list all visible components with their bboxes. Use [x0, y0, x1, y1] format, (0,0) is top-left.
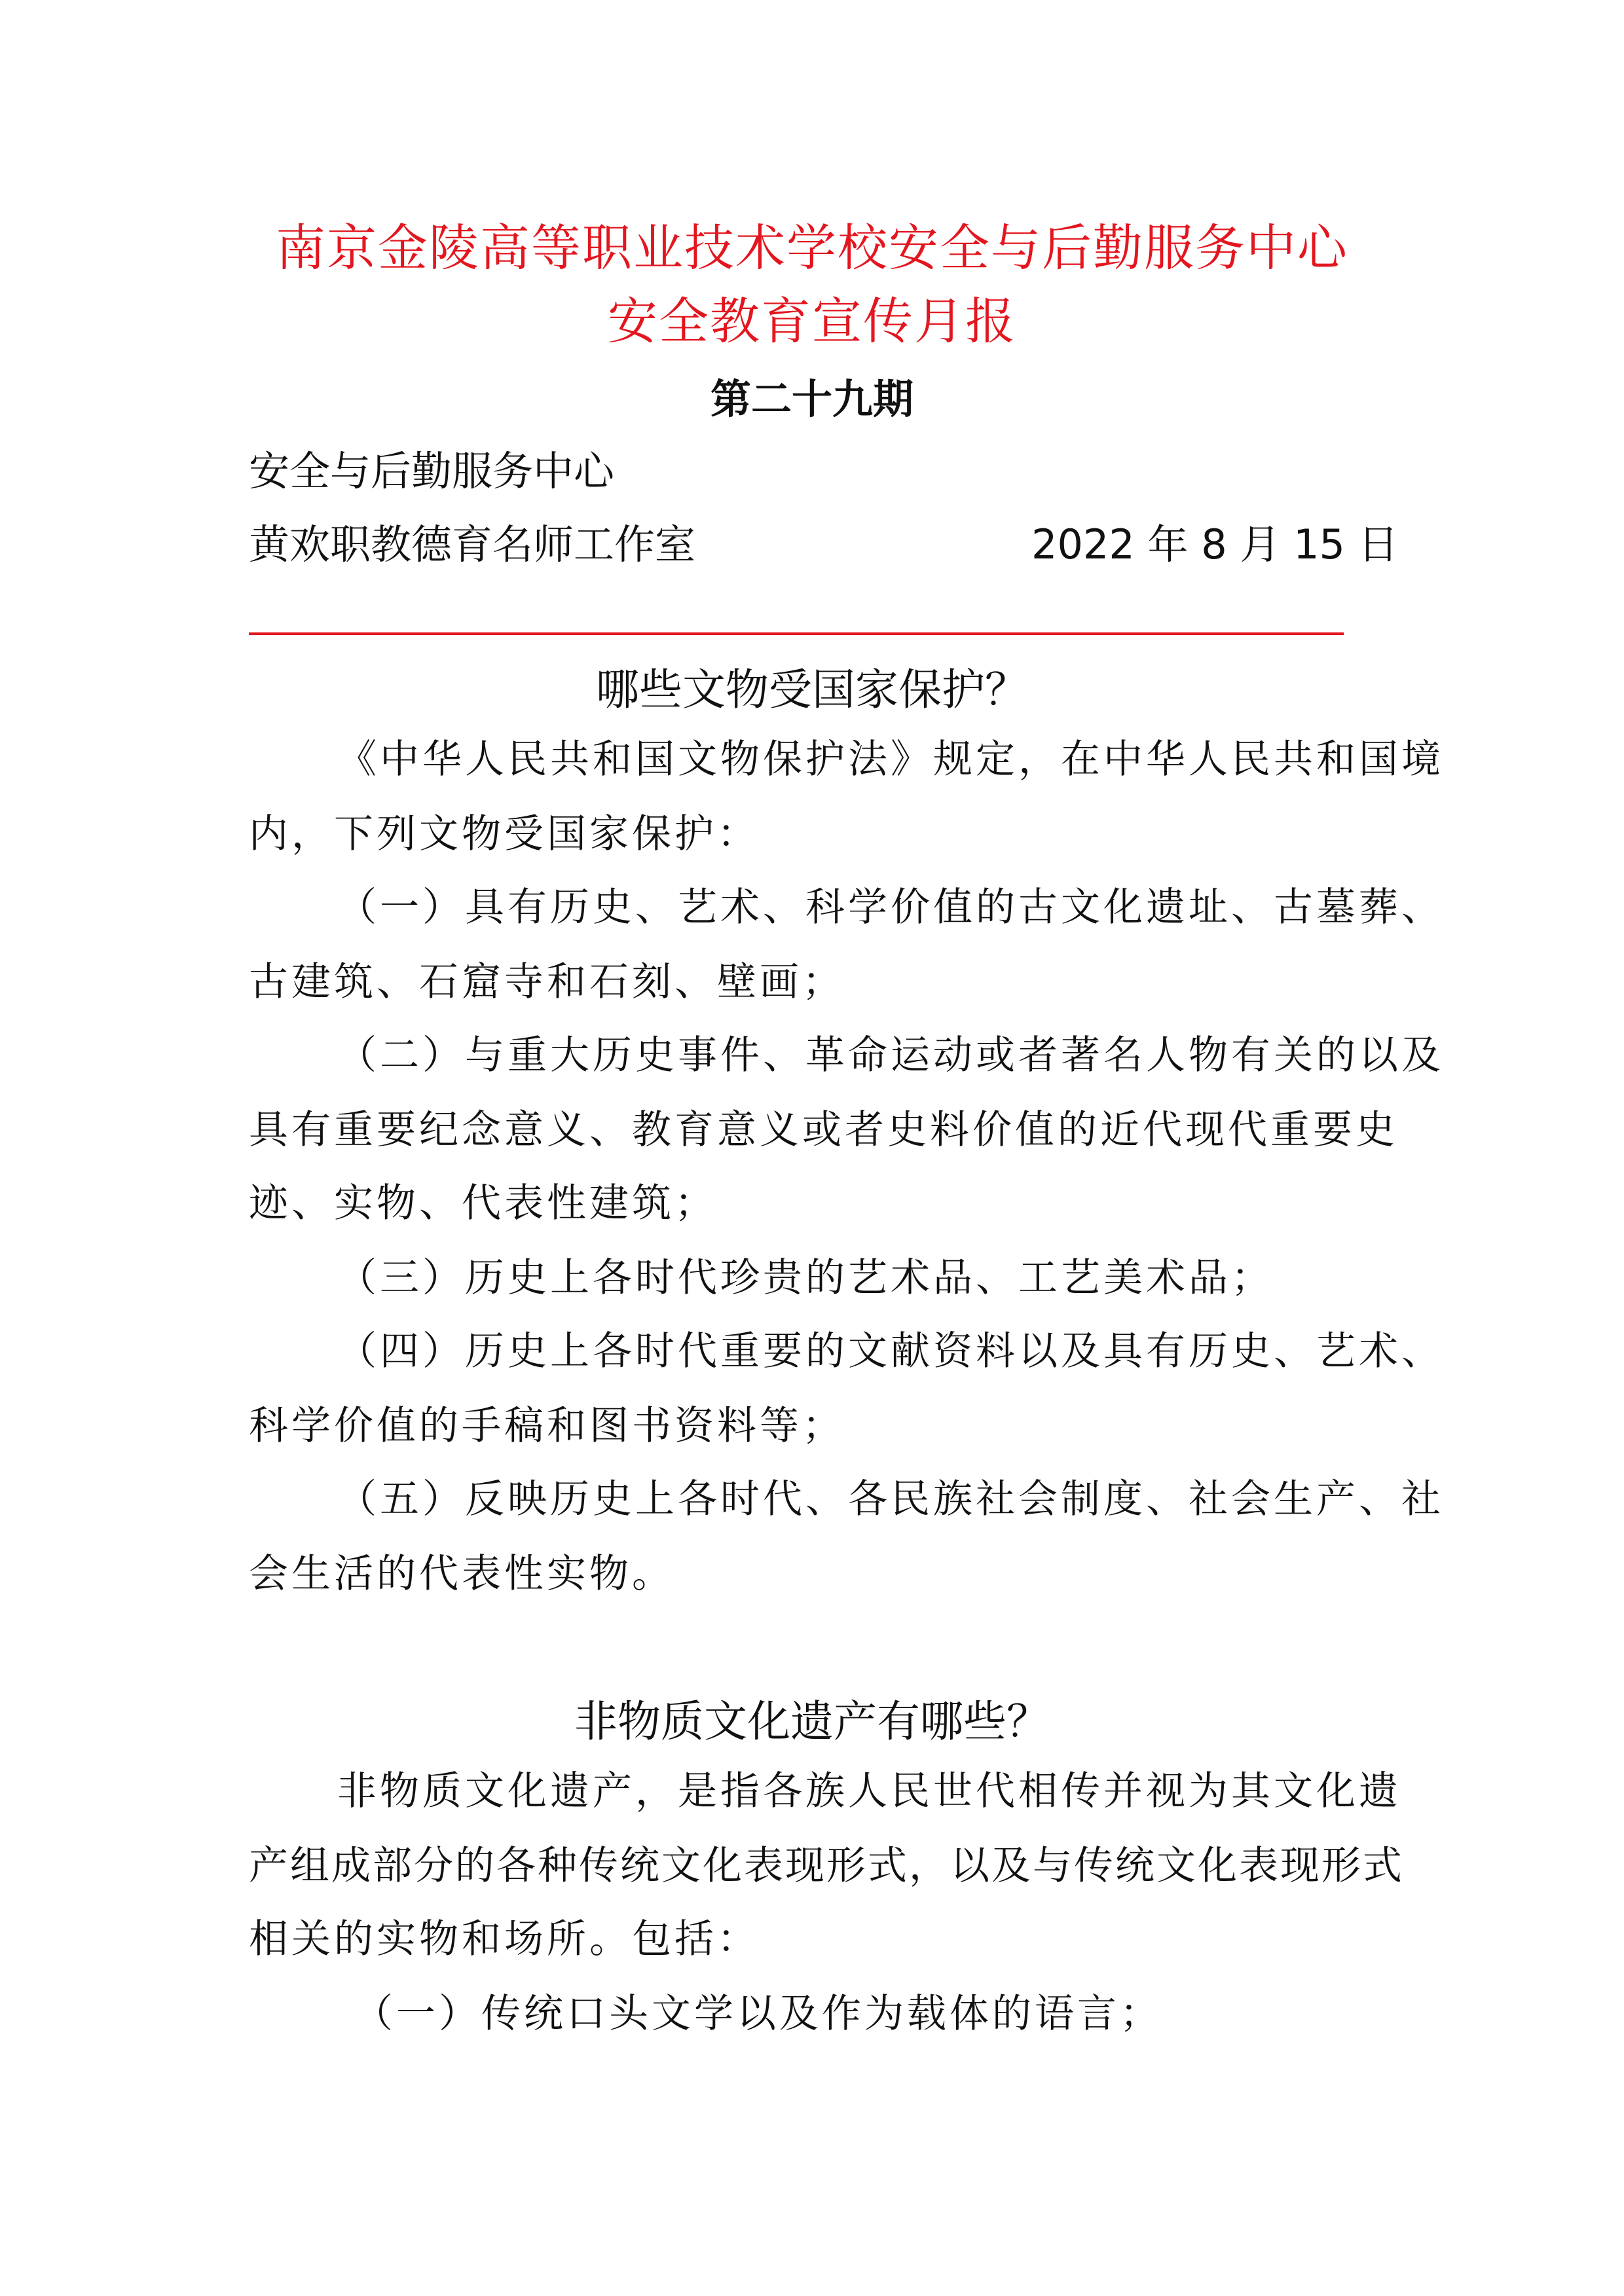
header-title-line1: 南京金陵高等职业技术学校安全与后勤服务中心 — [276, 219, 1348, 277]
header-divider — [249, 632, 1344, 635]
section1-line: （四）历史上各时代重要的文献资料以及具有历史、艺术、 — [337, 1328, 1444, 1374]
section1-line: 迹、实物、代表性建筑； — [249, 1180, 717, 1226]
section1-line: 《中华人民共和国文物保护法》规定，在中华人民共和国境 — [337, 737, 1444, 782]
issue-number: 第二十九期 — [710, 375, 913, 423]
section2-line: 相关的实物和场所。包括： — [249, 1916, 760, 1962]
studio-name: 黄欢职教德育名师工作室 — [249, 520, 696, 568]
section1-line: （一）具有历史、艺术、科学价值的古文化遗址、古墓葬、 — [337, 884, 1444, 930]
header-title-line2: 安全教育宣传月报 — [608, 292, 1016, 350]
section1-line: 会生活的代表性实物。 — [249, 1551, 674, 1597]
section1-title: 哪些文物受国家保护？ — [596, 665, 1028, 715]
section2-line: （一）传统口头文学以及作为载体的语言； — [354, 1991, 1162, 2037]
section2-line: 产组成部分的各种传统文化表现形式，以及与传统文化表现形式 — [249, 1843, 1404, 1889]
section1-line: 科学价值的手稿和图书资料等； — [249, 1403, 845, 1449]
section2-line: 非物质文化遗产，是指各族人民世代相传并视为其文化遗 — [337, 1768, 1401, 1814]
section1-line: （三）历史上各时代珍贵的艺术品、工艺美术品； — [337, 1255, 1274, 1301]
section1-line: 具有重要纪念意义、教育意义或者史料价值的近代现代重要史 — [249, 1107, 1398, 1153]
section1-line: 古建筑、石窟寺和石刻、壁画； — [249, 959, 845, 1005]
section1-line: （五）反映历史上各时代、各民族社会制度、社会生产、社 — [337, 1476, 1444, 1522]
section1-line: （二）与重大历史事件、革命运动或者著名人物有关的以及 — [337, 1032, 1444, 1078]
department-name: 安全与后勤服务中心 — [249, 447, 615, 495]
section2-title: 非物质文化遗产有哪些？ — [574, 1696, 1050, 1747]
section1-line: 内，下列文物受国家保护： — [249, 811, 760, 857]
publish-date: 2022 年 8 月 15 日 — [1031, 520, 1399, 568]
